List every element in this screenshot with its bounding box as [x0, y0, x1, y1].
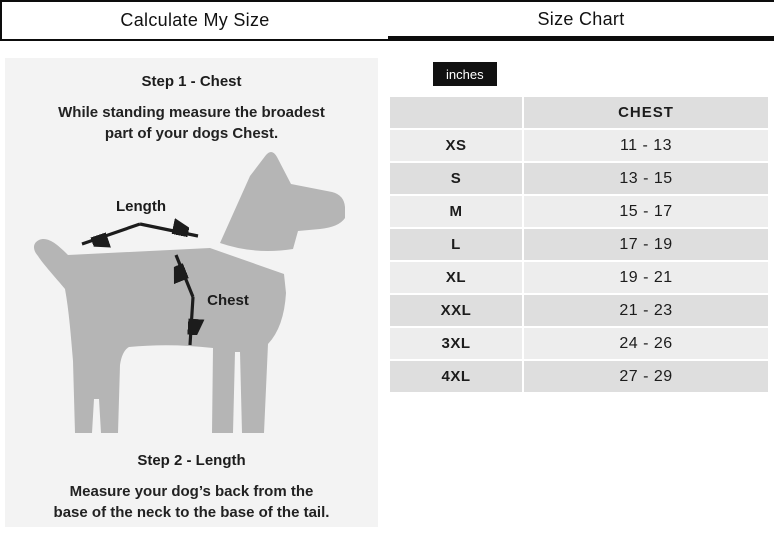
size-label-xl: XL	[390, 262, 522, 293]
dog-head-silhouette	[220, 152, 345, 251]
chest-range-xs: 11 - 13	[524, 130, 768, 161]
chest-range-3xl: 24 - 26	[524, 328, 768, 359]
chest-range-l: 17 - 19	[524, 229, 768, 260]
chest-label: Chest	[207, 292, 249, 309]
chest-range-xxl: 21 - 23	[524, 295, 768, 326]
step2-description-line1: Measure your dog’s back from the	[69, 483, 314, 500]
size-label-m: M	[390, 196, 522, 227]
size-column-header	[390, 97, 522, 128]
step2-description	[5, 481, 378, 523]
step2-description-line2: base of the neck to the base of the tail.	[53, 504, 330, 521]
length-arrow	[82, 224, 198, 244]
dog-measurement-diagram	[30, 145, 360, 445]
size-label-l: L	[390, 229, 522, 260]
tab-calculate-my-size[interactable]	[0, 2, 388, 41]
step1-heading: Step 1 - Chest	[141, 73, 242, 90]
chest-range-s: 13 - 15	[524, 163, 768, 194]
inches-unit-badge[interactable]: inches	[433, 62, 497, 86]
chest-range-m: 15 - 17	[524, 196, 768, 227]
chest-range-xl: 19 - 21	[524, 262, 768, 293]
step1-description-line2: part of your dogs Chest.	[104, 125, 279, 142]
tab-size-chart[interactable]	[388, 2, 774, 41]
length-label: Length	[116, 198, 166, 215]
step2-heading: Step 2 - Length	[137, 452, 246, 469]
size-label-xs: XS	[390, 130, 522, 161]
tab-bar	[0, 0, 774, 41]
size-label-4xl: 4XL	[390, 361, 522, 392]
step1-description-line1: While standing measure the broadest	[58, 104, 325, 121]
tab-calculate-my-size-label: Calculate My Size	[120, 10, 270, 30]
chest-range-4xl: 27 - 29	[524, 361, 768, 392]
step1-description	[5, 102, 378, 144]
size-label-s: S	[390, 163, 522, 194]
size-table	[390, 97, 768, 392]
dog-body-silhouette	[34, 239, 286, 433]
size-label-xxl: XXL	[390, 295, 522, 326]
size-label-3xl: 3XL	[390, 328, 522, 359]
tab-size-chart-label: Size Chart	[537, 8, 625, 29]
chest-column-header: CHEST	[524, 97, 768, 128]
measure-instructions-panel	[5, 58, 378, 527]
